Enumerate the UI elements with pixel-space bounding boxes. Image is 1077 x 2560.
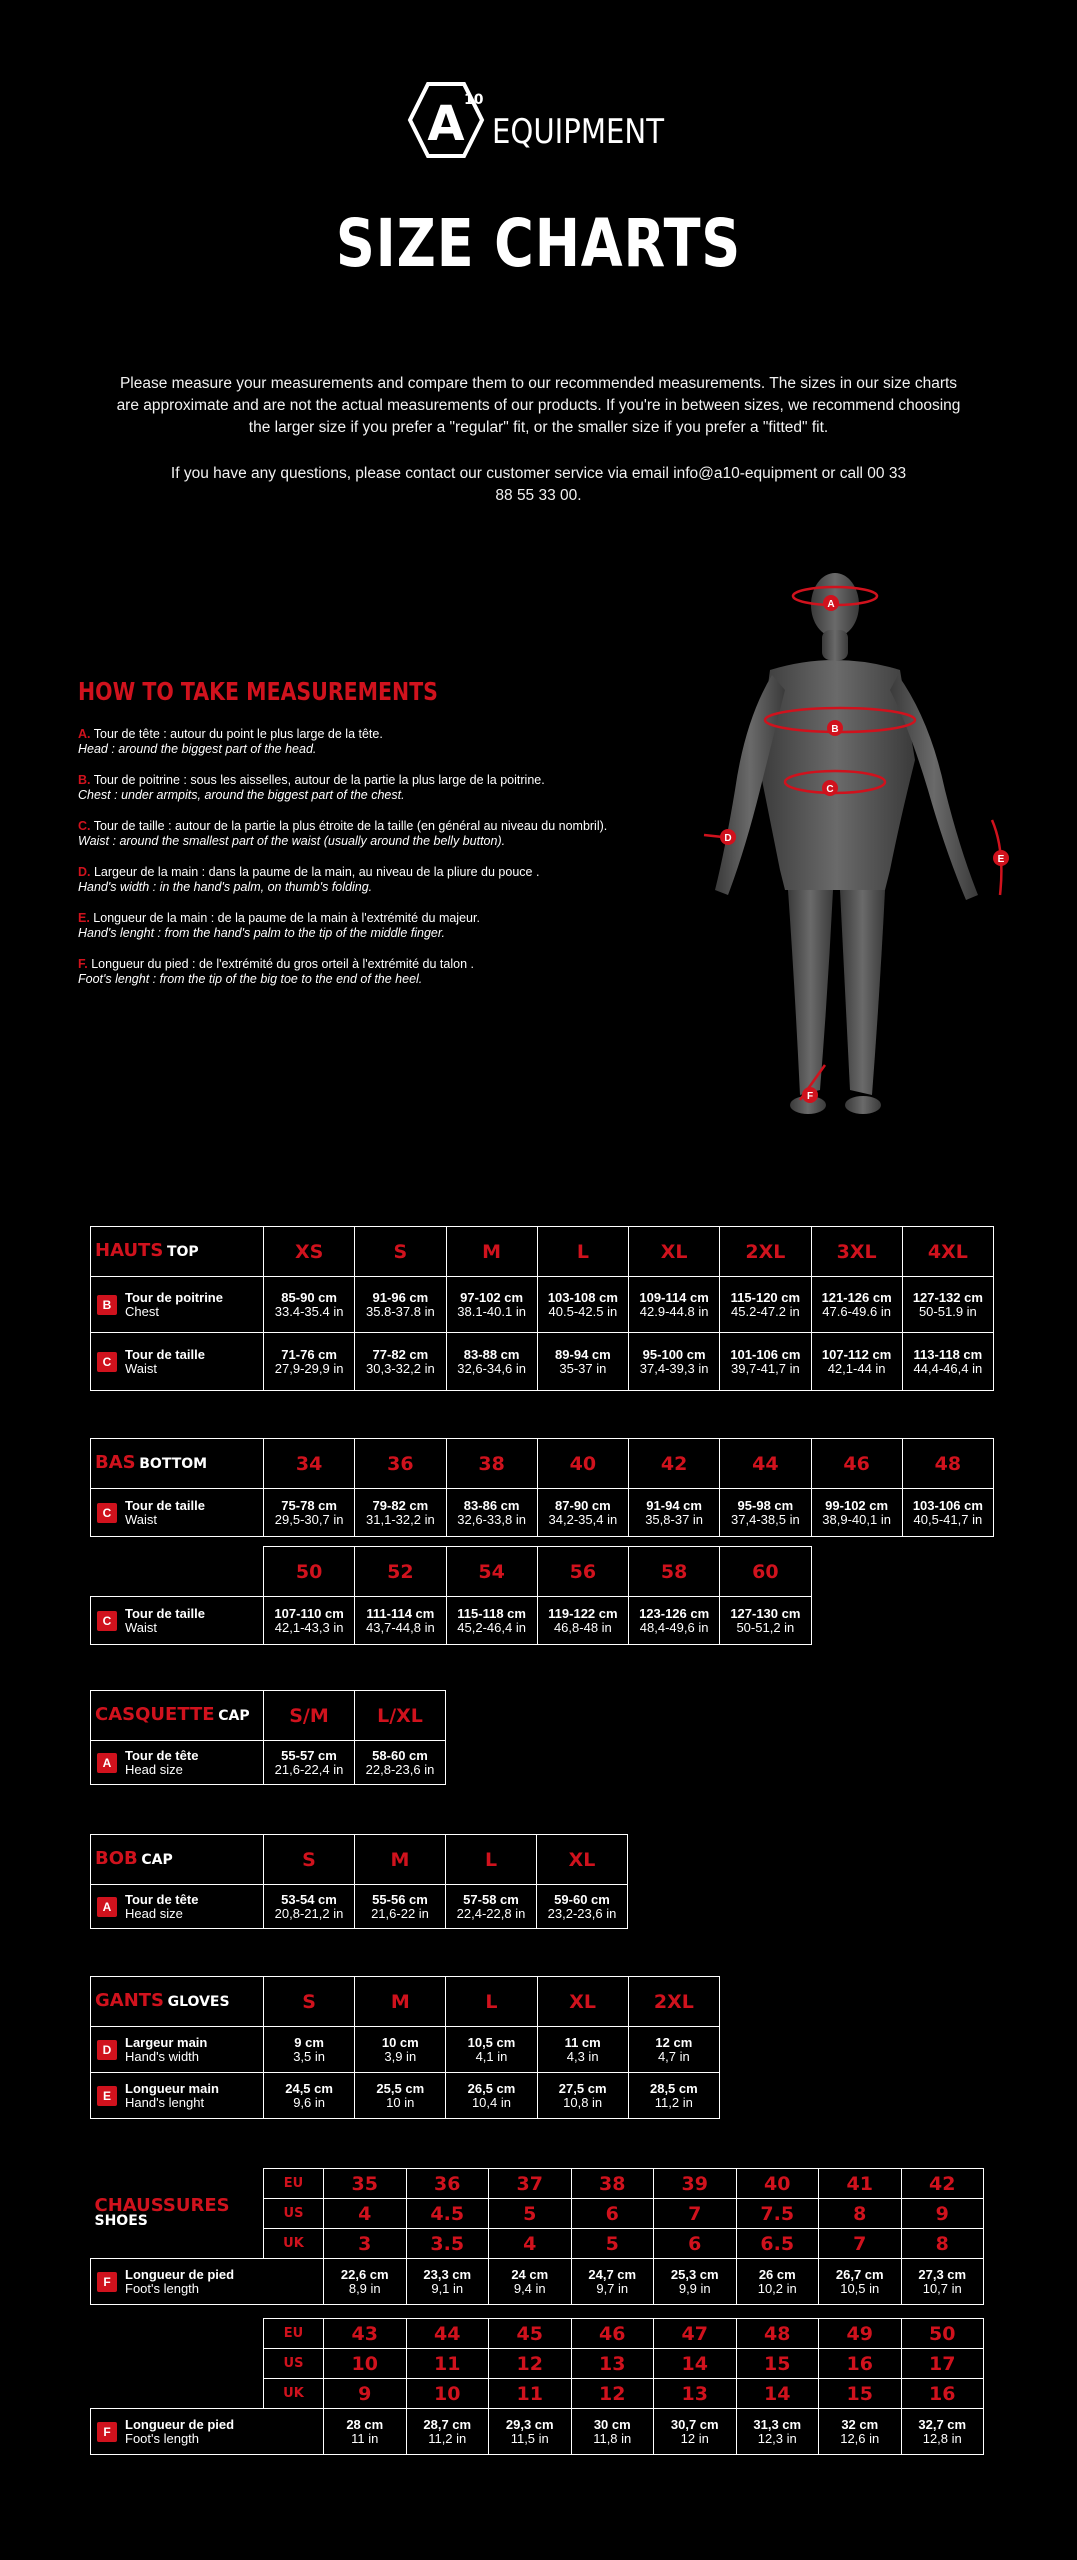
size-header: 14 [736, 2379, 819, 2409]
intro-paragraph: Please measure your measurements and compare them to our recommended measurements. The sizes in our size charts are approximate and are not the actual measurements of our products. If you're in between sizes, we recommend choosing the larger size if you prefer a "regular" fit, or the smaller size if you prefer a "fitted" fit. [116, 375, 961, 436]
category-cell [91, 1977, 264, 2027]
size-header: 7.5 [736, 2199, 819, 2229]
size-header: 50 [901, 2319, 984, 2349]
item-fr: Tour de taille : autour de la partie la plus étroite de la taille (en général au niveau du nombril). [93, 819, 608, 833]
size-header: S [264, 1835, 355, 1885]
size-cell: 55-56 cm 21,6-22 in [355, 1885, 446, 1929]
size-cell: 27,3 cm 10,7 in [901, 2259, 984, 2305]
category-en: GLOVES [167, 1994, 230, 2010]
logo-mark: A [427, 96, 465, 152]
size-cell: 28 cm 11 in [324, 2409, 407, 2455]
size-cell: 26 cm 10,2 in [736, 2259, 819, 2305]
size-header: XL [629, 1227, 720, 1277]
size-cell: 75-78 cm 29,5-30,7 in [264, 1489, 355, 1537]
size-header: 11 [489, 2379, 572, 2409]
size-cell: 23,3 cm 9,1 in [406, 2259, 489, 2305]
size-cell: 28,7 cm 11,2 in [406, 2409, 489, 2455]
measurement-item-waist [78, 819, 718, 849]
system-label: US [264, 2349, 324, 2379]
size-header: 40 [537, 1439, 628, 1489]
table-row [91, 1741, 446, 1785]
size-header: 44 [406, 2319, 489, 2349]
shoes-size-table [90, 2168, 984, 2455]
size-cell: 71-76 cm 27,9-29,9 in [264, 1333, 355, 1391]
table-row [91, 1885, 628, 1929]
page-title: SIZE CHARTS [335, 205, 742, 282]
measurement-item-foot [78, 957, 718, 987]
size-cell: 26,5 cm 10,4 in [446, 2073, 537, 2119]
item-fr: Tour de poitrine : sous les aisselles, autour de la partie la plus large de la poitrine. [93, 773, 545, 787]
howto-title: HOW TO TAKE MEASUREMENTS [78, 677, 438, 706]
item-letter: D. [78, 865, 91, 879]
size-cell: 95-98 cm 37,4-38,5 in [720, 1489, 811, 1537]
size-header: M [355, 1977, 446, 2027]
size-cell: 115-120 cm 45.2-47.2 in [720, 1277, 811, 1333]
size-cell: 27,5 cm 10,8 in [537, 2073, 628, 2119]
table-row [91, 2027, 720, 2073]
size-header: 7 [654, 2199, 737, 2229]
item-fr: Longueur de la main : de la paume de la main à l'extrémité du majeur. [93, 911, 480, 925]
size-header: 48 [736, 2319, 819, 2349]
brand-logo [408, 80, 670, 170]
size-cell: 53-54 cm 20,8-21,2 in [264, 1885, 355, 1929]
label-fr: Longueur de pied [125, 2416, 235, 2432]
badge: A [97, 1897, 117, 1917]
size-header: 48 [902, 1439, 993, 1489]
category-en: BOTTOM [139, 1456, 208, 1472]
label-en: Hand's lenght [125, 2094, 205, 2110]
size-header: L [446, 1835, 537, 1885]
label-fr: Tour de poitrine [125, 1289, 223, 1305]
badge: D [97, 2040, 117, 2060]
badge: B [97, 1295, 117, 1315]
size-cell: 87-90 cm 34,2-35,4 in [537, 1489, 628, 1537]
item-fr: Longueur du pied : de l'extrémité du gros orteil à l'extrémité du talon . [91, 957, 474, 971]
item-en: Hand's lenght : from the hand's palm to the tip of the middle finger. [78, 926, 446, 940]
size-header: 4XL [902, 1227, 993, 1277]
size-cell: 30,7 cm 12 in [654, 2409, 737, 2455]
item-letter: F. [78, 957, 88, 971]
badge: C [97, 1611, 117, 1631]
size-header: 8 [819, 2199, 902, 2229]
size-header: 47 [654, 2319, 737, 2349]
size-cell: 22,6 cm 8,9 in [324, 2259, 407, 2305]
label-fr: Tour de tête [125, 1747, 199, 1763]
item-letter: C. [78, 819, 91, 833]
size-header: 11 [406, 2349, 489, 2379]
gloves-size-table [90, 1976, 720, 2119]
size-header: 42 [901, 2169, 984, 2199]
size-header: 50 [264, 1547, 355, 1597]
category-en: TOP [166, 1244, 199, 1260]
size-header: 16 [819, 2349, 902, 2379]
category-fr: BAS [95, 1452, 136, 1473]
size-cell: 121-126 cm 47.6-49.6 in [811, 1277, 902, 1333]
size-header: 58 [629, 1547, 720, 1597]
bottoms-size-table [90, 1438, 994, 1645]
size-header: 3XL [811, 1227, 902, 1277]
category-fr: BOB [95, 1848, 138, 1869]
marker-f: F [806, 1091, 814, 1102]
size-header: L [537, 1227, 628, 1277]
size-cell: 77-82 cm 30,3-32,2 in [355, 1333, 446, 1391]
size-cell: 99-102 cm 38,9-40,1 in [811, 1489, 902, 1537]
label-en: Head size [125, 1905, 183, 1921]
size-header: 3.5 [406, 2229, 489, 2259]
item-letter: E. [78, 911, 90, 925]
tops-size-table [90, 1226, 994, 1391]
label-en: Head size [125, 1761, 183, 1777]
marker-e: E [997, 854, 1005, 865]
size-header: M [355, 1835, 446, 1885]
label-en: Chest [125, 1303, 159, 1319]
size-header: 13 [654, 2379, 737, 2409]
size-header: 4 [489, 2229, 572, 2259]
measurement-item-head [78, 727, 718, 757]
cap-size-table [90, 1690, 446, 1785]
size-cell: 25,3 cm 9,9 in [654, 2259, 737, 2305]
label-fr: Largeur main [125, 2034, 208, 2050]
size-header: 37 [489, 2169, 572, 2199]
system-label: EU [264, 2319, 324, 2349]
item-fr: Tour de tête : autour du point le plus large de la tête. [93, 727, 383, 741]
size-header: 56 [537, 1547, 628, 1597]
item-en: Waist : around the smallest part of the waist (usually around the belly button). [78, 834, 506, 848]
badge: F [97, 2422, 117, 2442]
size-header: 15 [736, 2349, 819, 2379]
size-cell: 127-132 cm 50-51.9 in [902, 1277, 993, 1333]
label-en: Waist [125, 1619, 158, 1635]
item-fr: Largeur de la main : dans la paume de la main, au niveau de la pliure du pouce . [93, 865, 540, 879]
size-header: 4 [324, 2199, 407, 2229]
size-cell: 107-110 cm 42,1-43,3 in [264, 1597, 355, 1645]
label-fr: Tour de taille [125, 1605, 205, 1621]
size-header: 15 [819, 2379, 902, 2409]
label-en: Hand's width [125, 2048, 200, 2064]
size-header: 43 [324, 2319, 407, 2349]
size-header: 38 [446, 1439, 537, 1489]
table-row [91, 1597, 994, 1645]
size-header: L [446, 1977, 537, 2027]
size-header: 7 [819, 2229, 902, 2259]
body-figure [700, 560, 1030, 1150]
label-fr: Tour de taille [125, 1497, 205, 1513]
size-cell: 30 cm 11,8 in [571, 2409, 654, 2455]
size-cell: 119-122 cm 46,8-48 in [537, 1597, 628, 1645]
size-cell: 55-57 cm 21,6-22,4 in [264, 1741, 355, 1785]
measurement-item-hand-length [78, 911, 718, 941]
size-header: 9 [901, 2199, 984, 2229]
label-en: Waist [125, 1360, 158, 1376]
size-header: 6 [654, 2229, 737, 2259]
size-cell: 57-58 cm 22,4-22,8 in [446, 1885, 537, 1929]
size-header: 12 [571, 2379, 654, 2409]
size-cell: 97-102 cm 38.1-40.1 in [446, 1277, 537, 1333]
size-header: XL [537, 1835, 628, 1885]
table-row [91, 2259, 984, 2305]
size-cell: 10,5 cm 4,1 in [446, 2027, 537, 2073]
logo-sup: 10 [464, 92, 484, 108]
item-en: Foot's lenght : from the tip of the big toe to the end of the heel. [78, 972, 423, 986]
size-cell: 32,7 cm 12,8 in [901, 2409, 984, 2455]
size-header: 45 [489, 2319, 572, 2349]
category-cell [91, 1227, 264, 1277]
system-label: EU [264, 2169, 324, 2199]
size-header: 46 [571, 2319, 654, 2349]
size-cell: 24,7 cm 9,7 in [571, 2259, 654, 2305]
size-cell: 123-126 cm 48,4-49,6 in [629, 1597, 720, 1645]
size-header: 16 [901, 2379, 984, 2409]
size-cell: 79-82 cm 31,1-32,2 in [355, 1489, 446, 1537]
size-cell: 109-114 cm 42.9-44.8 in [629, 1277, 720, 1333]
size-header: 52 [355, 1547, 446, 1597]
size-cell: 107-112 cm 42,1-44 in [811, 1333, 902, 1391]
size-cell: 127-130 cm 50-51,2 in [720, 1597, 811, 1645]
size-header: 36 [355, 1439, 446, 1489]
size-header: 13 [571, 2349, 654, 2379]
size-cell: 32 cm 12,6 in [819, 2409, 902, 2455]
size-cell: 85-90 cm 33.4-35.4 in [264, 1277, 355, 1333]
label-fr: Tour de tête [125, 1891, 199, 1907]
item-letter: A. [78, 727, 91, 741]
size-header: 49 [819, 2319, 902, 2349]
marker-a: A [827, 599, 835, 610]
system-label: UK [264, 2229, 324, 2259]
measurement-item-chest [78, 773, 718, 803]
category-en: CAP [218, 1708, 250, 1724]
size-header: 54 [446, 1547, 537, 1597]
size-cell: 28,5 cm 11,2 in [628, 2073, 719, 2119]
size-header: 5 [571, 2229, 654, 2259]
item-en: Hand's width : in the hand's palm, on thumb's folding. [78, 880, 373, 894]
size-header: 34 [264, 1439, 355, 1489]
label-en: Waist [125, 1511, 158, 1527]
size-header: 3 [324, 2229, 407, 2259]
category-cell [91, 1835, 264, 1885]
category-cell [91, 1439, 264, 1489]
size-cell: 103-106 cm 40,5-41,7 in [902, 1489, 993, 1537]
badge: C [97, 1503, 117, 1523]
size-header: 41 [819, 2169, 902, 2199]
item-en: Chest : under armpits, around the biggest part of the chest. [78, 788, 405, 802]
bob-size-table [90, 1834, 628, 1929]
size-header: 35 [324, 2169, 407, 2199]
category-en: CAP [141, 1852, 173, 1868]
size-cell: 24,5 cm 9,6 in [264, 2073, 355, 2119]
marker-c: C [826, 784, 834, 795]
label-fr: Longueur de pied [125, 2266, 235, 2282]
size-cell: 59-60 cm 23,2-23,6 in [537, 1885, 628, 1929]
table-row [91, 1333, 994, 1391]
size-cell: 115-118 cm 45,2-46,4 in [446, 1597, 537, 1645]
category-en: SHOES [94, 2212, 148, 2229]
size-header: 4.5 [406, 2199, 489, 2229]
size-header: 6.5 [736, 2229, 819, 2259]
size-header: 2XL [628, 1977, 719, 2027]
badge: F [97, 2272, 117, 2292]
category-fr: GANTS [95, 1990, 165, 2011]
table-row [91, 1489, 994, 1537]
size-header: 9 [324, 2379, 407, 2409]
size-header: 6 [571, 2199, 654, 2229]
size-header: 5 [489, 2199, 572, 2229]
label-fr: Longueur main [125, 2080, 219, 2096]
size-cell: 29,3 cm 11,5 in [489, 2409, 572, 2455]
logo-word: EQUIPMENT [492, 112, 665, 152]
size-cell: 31,3 cm 12,3 in [736, 2409, 819, 2455]
size-header: 42 [629, 1439, 720, 1489]
size-cell: 25,5 cm 10 in [355, 2073, 446, 2119]
system-label: UK [264, 2379, 324, 2409]
size-header: 12 [489, 2349, 572, 2379]
marker-b: B [831, 724, 839, 735]
size-header: 10 [324, 2349, 407, 2379]
system-label: US [264, 2199, 324, 2229]
size-header: 8 [901, 2229, 984, 2259]
size-cell: 10 cm 3,9 in [355, 2027, 446, 2073]
item-en: Head : around the biggest part of the head. [78, 742, 317, 756]
badge: A [97, 1753, 117, 1773]
category-fr: CHAUSSURES [94, 2194, 230, 2216]
size-cell: 91-94 cm 35,8-37 in [629, 1489, 720, 1537]
category-fr: HAUTS [95, 1240, 164, 1261]
contact-paragraph: If you have any questions, please contact our customer service via email info@a10-equipment or call 00 33 88 55 33 00. [170, 465, 907, 504]
badge: C [97, 1352, 117, 1372]
size-header: 40 [736, 2169, 819, 2199]
size-cell: 113-118 cm 44,4-46,4 in [902, 1333, 993, 1391]
category-cell [91, 1691, 264, 1741]
size-header: S [355, 1227, 446, 1277]
category-fr: CASQUETTE [95, 1704, 215, 1725]
size-cell: 11 cm 4,3 in [537, 2027, 628, 2073]
size-header: 14 [654, 2349, 737, 2379]
size-cell: 58-60 cm 22,8-23,6 in [355, 1741, 446, 1785]
size-header: 17 [901, 2349, 984, 2379]
size-header: 60 [720, 1547, 811, 1597]
size-header: 10 [406, 2379, 489, 2409]
size-cell: 91-96 cm 35.8-37.8 in [355, 1277, 446, 1333]
size-header: 46 [811, 1439, 902, 1489]
table-row [91, 1277, 994, 1333]
size-header: M [446, 1227, 537, 1277]
size-cell: 83-88 cm 32,6-34,6 in [446, 1333, 537, 1391]
category-cell [91, 2169, 264, 2259]
size-cell: 24 cm 9,4 in [489, 2259, 572, 2305]
size-header: S [264, 1977, 355, 2027]
size-header: XL [537, 1977, 628, 2027]
size-header: 36 [406, 2169, 489, 2199]
badge: E [97, 2086, 117, 2106]
size-cell: 9 cm 3,5 in [264, 2027, 355, 2073]
size-header: L/XL [355, 1691, 446, 1741]
size-header: 2XL [720, 1227, 811, 1277]
table-row [91, 2073, 720, 2119]
item-letter: B. [78, 773, 91, 787]
size-cell: 83-86 cm 32,6-33,8 in [446, 1489, 537, 1537]
size-header: XS [264, 1227, 355, 1277]
size-header: 44 [720, 1439, 811, 1489]
size-header: S/M [264, 1691, 355, 1741]
size-cell: 89-94 cm 35-37 in [537, 1333, 628, 1391]
size-cell: 103-108 cm 40.5-42.5 in [537, 1277, 628, 1333]
size-cell: 12 cm 4,7 in [628, 2027, 719, 2073]
size-cell: 101-106 cm 39,7-41,7 in [720, 1333, 811, 1391]
label-en: Foot's length [125, 2430, 200, 2446]
size-header: 39 [654, 2169, 737, 2199]
size-cell: 95-100 cm 37,4-39,3 in [629, 1333, 720, 1391]
label-en: Foot's length [125, 2280, 200, 2296]
size-header: 38 [571, 2169, 654, 2199]
table-row [91, 2409, 984, 2455]
measurement-item-hand-width [78, 865, 718, 895]
size-cell: 111-114 cm 43,7-44,8 in [355, 1597, 446, 1645]
label-fr: Tour de taille [125, 1346, 205, 1362]
size-cell: 26,7 cm 10,5 in [819, 2259, 902, 2305]
marker-d: D [724, 833, 732, 844]
